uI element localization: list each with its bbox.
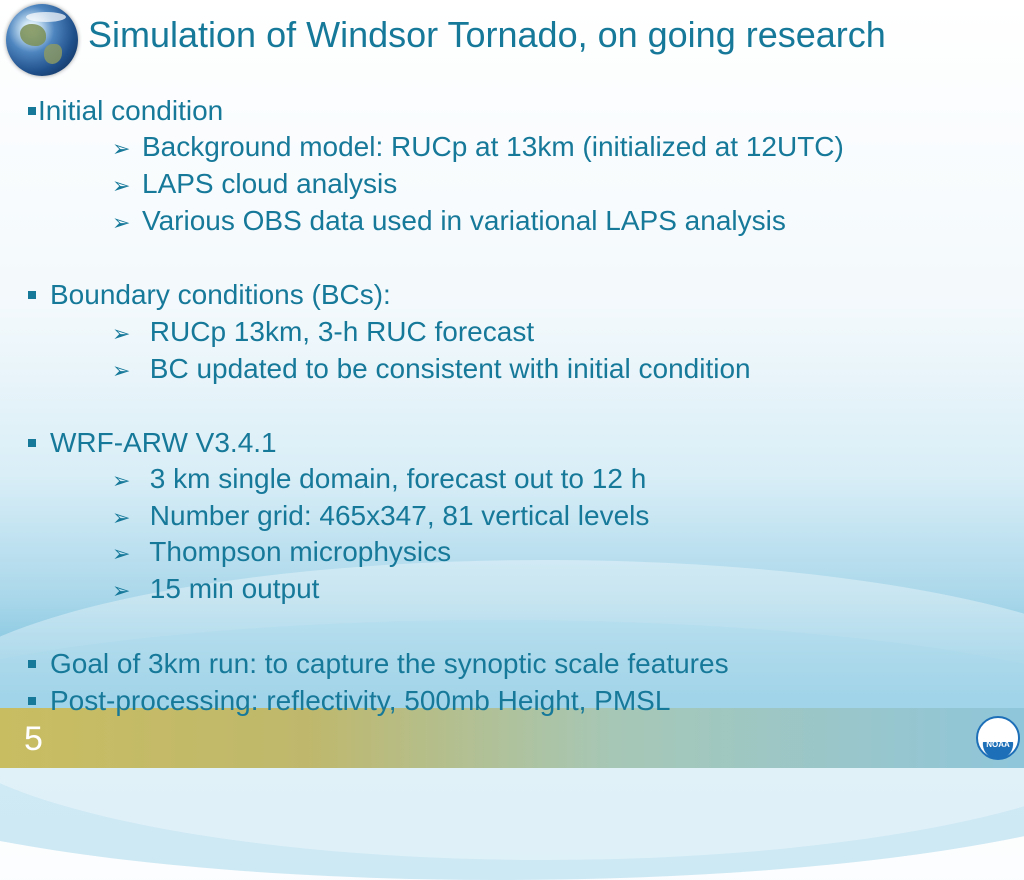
- sub-bullet-item: ➢ RUCp 13km, 3-h RUC forecast: [112, 316, 535, 347]
- arrow-bullet-icon: ➢: [112, 136, 131, 161]
- sub-bullet-item: ➢ Number grid: 465x347, 81 vertical levels: [112, 500, 650, 531]
- sub-bullet-item: ➢ Background model: RUCp at 13km (initialized at 12UTC): [112, 131, 844, 162]
- arrow-bullet-icon: ➢: [112, 505, 131, 530]
- sub-bullet-item: ➢ Thompson microphysics: [112, 536, 452, 567]
- slide-number: 5: [24, 720, 43, 758]
- bullet-item: Initial condition: [28, 95, 223, 127]
- bullet-item: Post-processing: reflectivity, 500mb Height, PMSL: [28, 685, 670, 717]
- sub-bullet-item: ➢ 3 km single domain, forecast out to 12 h: [112, 463, 647, 494]
- sub-bullet-item: ➢ LAPS cloud analysis: [112, 168, 398, 199]
- arrow-bullet-icon: ➢: [112, 210, 131, 235]
- sub-bullet-item: ➢ 15 min output: [112, 573, 320, 604]
- sub-bullet-item: ➢ BC updated to be consistent with initial condition: [112, 353, 751, 384]
- arrow-bullet-icon: ➢: [112, 541, 131, 566]
- arrow-bullet-icon: ➢: [112, 578, 131, 603]
- slide-title: Simulation of Windsor Tornado, on going research: [88, 14, 886, 55]
- arrow-bullet-icon: ➢: [112, 321, 131, 346]
- arrow-bullet-icon: ➢: [112, 468, 131, 493]
- bullet-item: Goal of 3km run: to capture the synoptic scale features: [28, 648, 729, 680]
- footer-band: [0, 708, 1024, 768]
- bullet-item: Boundary conditions (BCs):: [28, 279, 391, 311]
- earth-globe-icon: [6, 4, 78, 76]
- arrow-bullet-icon: ➢: [112, 358, 131, 383]
- noaa-logo-icon: NOAA: [976, 716, 1020, 760]
- arrow-bullet-icon: ➢: [112, 173, 131, 198]
- sub-bullet-item: ➢ Various OBS data used in variational LAPS analysis: [112, 205, 786, 236]
- bullet-item: WRF-ARW V3.4.1: [28, 427, 277, 459]
